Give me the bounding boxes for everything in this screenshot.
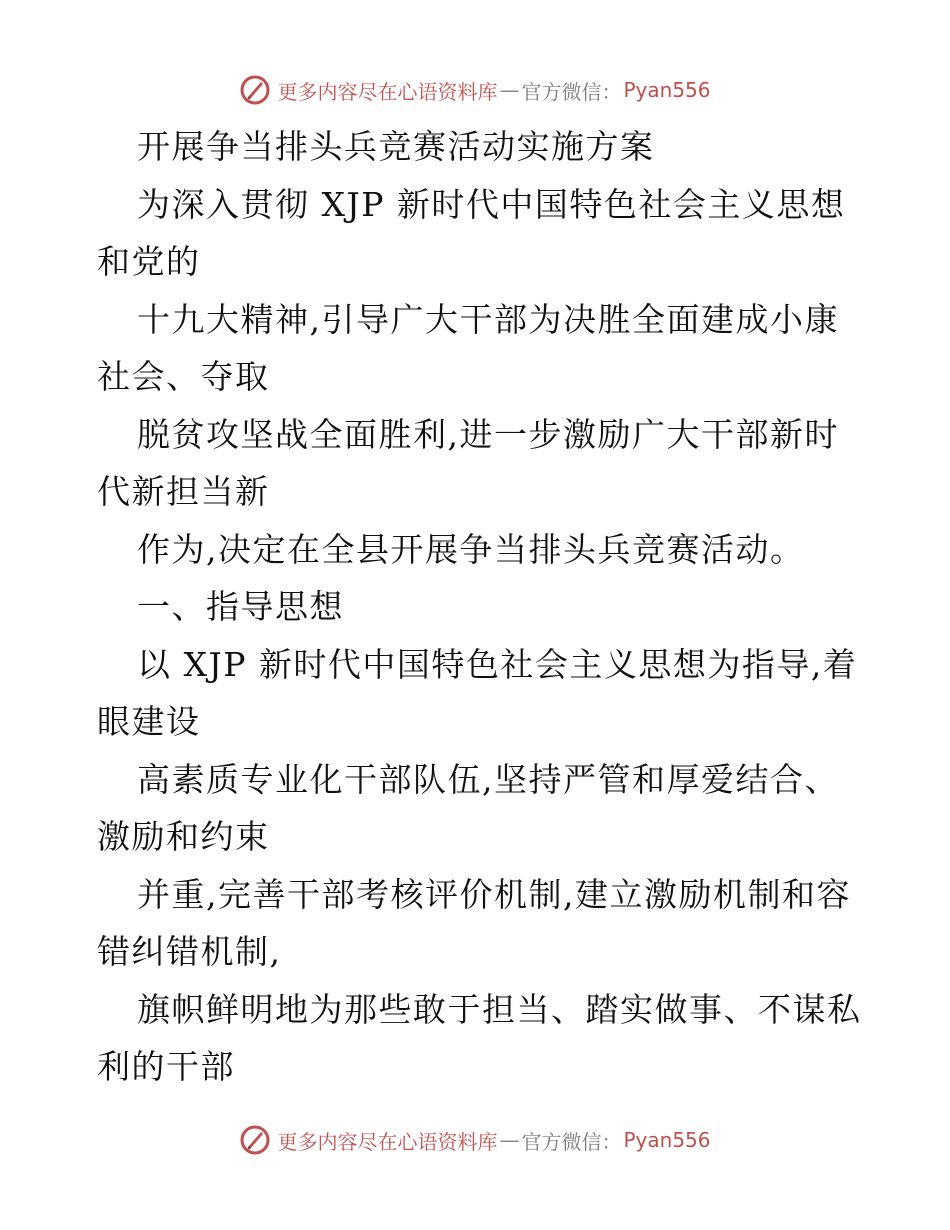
quill-logo-icon xyxy=(239,1124,271,1156)
document-body xyxy=(97,118,862,1096)
watermark-separator: — xyxy=(499,1128,520,1152)
text-line: 社会、夺取 xyxy=(97,357,270,396)
watermark-wechat-label: 官方微信： xyxy=(521,79,622,104)
footer-watermark xyxy=(0,1124,950,1156)
watermark-wechat-id: Pyan556 xyxy=(623,78,711,102)
text-line: 代新担当新 xyxy=(97,472,270,511)
text-line: 作为,决定在全县开展争当排头兵竞赛活动。 xyxy=(137,529,805,569)
text-line: 为深入贯彻 XJP 新时代中国特色社会主义思想 xyxy=(137,184,846,224)
text-line: 激励和约束 xyxy=(97,817,270,856)
watermark-wechat-label: 官方微信： xyxy=(521,1129,622,1154)
quill-logo-icon xyxy=(239,74,271,106)
watermark-separator: — xyxy=(499,78,520,102)
header-watermark xyxy=(0,74,950,106)
text-line: 开展争当排头兵竞赛活动实施方案 xyxy=(137,127,655,166)
text-line: 眼建设 xyxy=(97,702,201,741)
text-line: 十九大精神,引导广大干部为决胜全面建成小康 xyxy=(137,299,839,339)
watermark-wechat-id: Pyan556 xyxy=(623,1128,711,1152)
watermark-main-text: 更多内容尽在心语资料库 xyxy=(277,79,498,104)
text-line: 利的干部 xyxy=(97,1047,235,1086)
text-line: 高素质专业化干部队伍,坚持严管和厚爱结合、 xyxy=(137,759,839,799)
text-line: 脱贫攻坚战全面胜利,进一步激励广大干部新时 xyxy=(137,414,839,454)
text-line: 和党的 xyxy=(97,242,201,281)
text-line: 并重,完善干部考核评价机制,建立激励机制和容 xyxy=(137,874,851,914)
watermark-main-text: 更多内容尽在心语资料库 xyxy=(277,1129,498,1154)
text-line: 以 XJP 新时代中国特色社会主义思想为指导,着 xyxy=(137,644,858,684)
text-line: 一、指导思想 xyxy=(137,587,344,626)
text-line: 错纠错机制, xyxy=(97,932,282,971)
text-line: 旗帜鲜明地为那些敢于担当、踏实做事、不谋私 xyxy=(137,989,862,1029)
